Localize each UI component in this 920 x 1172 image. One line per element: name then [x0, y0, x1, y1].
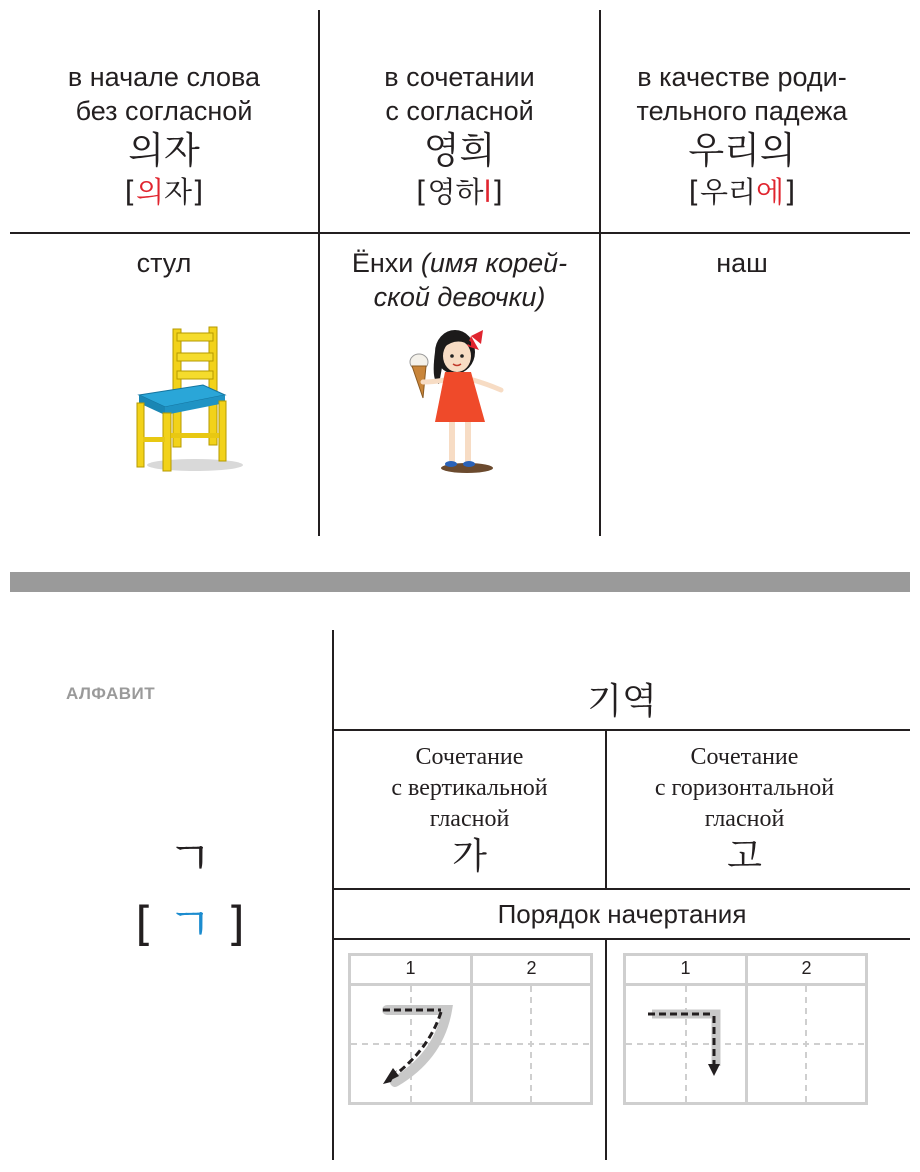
meaning-note-1: (имя корей-: [420, 248, 568, 278]
bracket-close: ]: [491, 175, 503, 209]
column-1-meaning: стул: [136, 248, 192, 278]
bracket-open: [: [124, 175, 136, 209]
column-3-header: [601, 60, 883, 210]
bracket-open: [: [688, 175, 700, 209]
column-3-meaning: наш: [716, 248, 768, 278]
stroke-title-bottom-line: [333, 938, 910, 940]
horizontal-label-3: гласной: [704, 806, 785, 832]
column-1-heading-line1: в начале слова: [67, 62, 261, 92]
letter-name: 기역: [587, 681, 657, 722]
column-2-header: [320, 60, 599, 210]
column-3-word: 우리의: [688, 129, 796, 172]
column-3-heading-line1: в качестве роди-: [637, 62, 847, 92]
girl-with-icecream-image: [405, 322, 515, 474]
stroke-grid-horizontal: [623, 953, 868, 1105]
horizontal-label-1: Сочетание: [690, 744, 799, 770]
section-label: АЛФАВИТ: [66, 684, 156, 703]
column-2-word: 영희: [423, 129, 496, 172]
column-2-transcription: [320, 174, 599, 210]
horizontal-example: 고: [727, 836, 762, 877]
vertical-example: 가: [452, 836, 487, 877]
stroke-grid-divider: [605, 940, 607, 1160]
highlight-syllable: 에: [756, 175, 785, 209]
vertical-label-2: с вертикальной: [391, 775, 548, 801]
grid-number: 1: [405, 958, 416, 978]
column-1-word: 의자: [128, 129, 200, 172]
stroke-grid-vertical: [348, 953, 593, 1105]
bracket-open: [: [135, 897, 154, 951]
trans-prefix: 우리: [699, 175, 756, 209]
horizontal-combination-cell: [607, 742, 882, 879]
stroke-order-title: Порядок начертания: [497, 899, 747, 929]
grid-number: 2: [801, 958, 812, 978]
column-2-heading-line2: с согласной: [385, 96, 534, 126]
grid-number: 2: [526, 958, 537, 978]
grid-number: 1: [680, 958, 691, 978]
section-divider-bar: [10, 572, 910, 592]
trans-prefix: 영하: [427, 175, 484, 209]
meaning-name: Ёнхи: [351, 248, 421, 278]
column-1-header: [10, 60, 318, 210]
letter-transcription-glyph: ㄱ: [167, 897, 213, 951]
horizontal-label-2: с горизонтальной: [654, 775, 835, 801]
column-2-heading-line1: в сочетании: [384, 62, 535, 92]
vertical-label-1: Сочетание: [415, 744, 524, 770]
letter-glyph: ㄱ: [167, 831, 213, 885]
column-1-heading-line2: без согласной: [75, 96, 253, 126]
column-1-transcription: [10, 174, 318, 210]
bracket-close: ]: [226, 897, 245, 951]
column-2-meaning: [320, 246, 599, 314]
combination-bottom-line: [333, 888, 910, 890]
letter-transcription: [120, 896, 260, 952]
highlight-syllable: 의: [135, 175, 164, 209]
chair-image: [125, 325, 245, 475]
stroke-arrow-giyeok-horizontal: [626, 986, 745, 1102]
vertical-combination-cell: [334, 742, 605, 879]
highlight-syllable: l: [483, 175, 492, 209]
column-3-transcription: [601, 174, 883, 210]
bracket-open: [: [416, 175, 428, 209]
vertical-label-3: гласной: [429, 806, 510, 832]
meaning-note-2: ской девочки): [373, 282, 546, 312]
column-3-heading-line2: тельного падежа: [636, 96, 848, 126]
bracket-close: ]: [192, 175, 204, 209]
letter-name-bottom-line: [333, 729, 910, 731]
row-divider: [10, 232, 910, 234]
stroke-arrow-giyeok-vertical: [351, 986, 470, 1102]
trans-rest: 자: [164, 175, 193, 209]
bracket-close: ]: [784, 175, 796, 209]
